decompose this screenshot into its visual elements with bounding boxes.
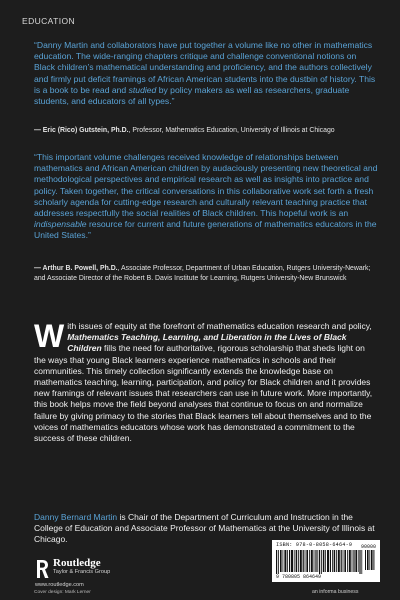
- barcode-digits: 9 780805 864649: [276, 574, 322, 580]
- book-description: With issues of equity at the forefront of mathematics education research and policy, Mathematics Teaching, Learning, and Liberation in the Lives of Black Children fills the need for authoritative, rigorous scholarship that sheds light on the ways that young Black learners experience mathematics in schools and their communities. This timely collection significantly extends the knowledge base on mathematics teaching, learning, participation, and policy for Black children and it provides new framings of relevant issues that researchers can use in future work. More importantly, this book helps move the field beyond analyses that continue to focus on and normalize failure by giving primacy to the stories that Black learners tell about themselves and to the voices of mathematics educators whose work has demonstrated a commitment to the success of these children.: [34, 318, 373, 444]
- author-bio: Danny Bernard Martin is Chair of the Department of Curriculum and Instruction in the College of Education and Associate Professor of Mathematics at the University of Illinois at Chicago.: [34, 512, 375, 545]
- publisher-group: Taylor & Francis Group: [53, 569, 111, 575]
- publisher-url: www.routledge.com: [35, 582, 84, 588]
- isbn-number: ISBN: 978-0-8058-6464-9: [276, 542, 353, 548]
- category-label: EDUCATION: [22, 16, 76, 26]
- endorsement-quote-1: “Danny Martin and collaborators have put together a volume like no other in mathematics education. The wide-ranging chapters critique and challenge conventional notions on Black children’s mathematical understanding and proficiency, and the authors collectively and firmly put deficit framings of African American students into the dustbin of history. This is a book to be read and studied by policy makers as well as researchers, graduate students, and educators of all types.”: [34, 40, 376, 107]
- barcode-icon: [276, 550, 376, 574]
- cover-design-credit: Cover design: Mark Lerner: [34, 590, 91, 595]
- book-title: Mathematics Teaching, Learning, and Liberation in the Lives of Black Children: [67, 332, 347, 354]
- isbn-barcode-box: [272, 540, 380, 582]
- price-code: 90000: [360, 544, 376, 550]
- informa-business-label: an informa business: [312, 589, 359, 595]
- endorsement-attribution-2: — Arthur B. Powell, Ph.D., Associate Professor, Department of Urban Education, Rutgers University-Newark; and Associate Director of the Robert B. Davis Institute for Learning, Rutgers University-New Brunswick: [34, 265, 371, 282]
- publisher-name: Routledge: [53, 557, 101, 569]
- drop-cap: W: [34, 318, 65, 354]
- author-name: Danny Bernard Martin: [34, 512, 118, 522]
- endorsement-attribution-1: — Eric (Rico) Gutstein, Ph.D., Professor, Mathematics Education, University of Illinois at Chicago: [34, 127, 335, 134]
- routledge-r-logo-icon: [34, 558, 50, 580]
- endorsement-quote-2: “This important volume challenges received knowledge of relationships between mathematics and African American children by audaciously presenting new theoretical and methodological perspectives and empirical research as well as insights into practice and policy. Taken together, the critical conversations in this collaborative work set forth a fresh scholarly agenda for cutting-edge research and culturally relevant teaching practice that addresses respectfully the social realities of Black children. This hopeful work is an indispensable resource for current and future generations of mathematics educators in the United States.”: [34, 152, 378, 241]
- publisher-logo-block: [34, 558, 194, 588]
